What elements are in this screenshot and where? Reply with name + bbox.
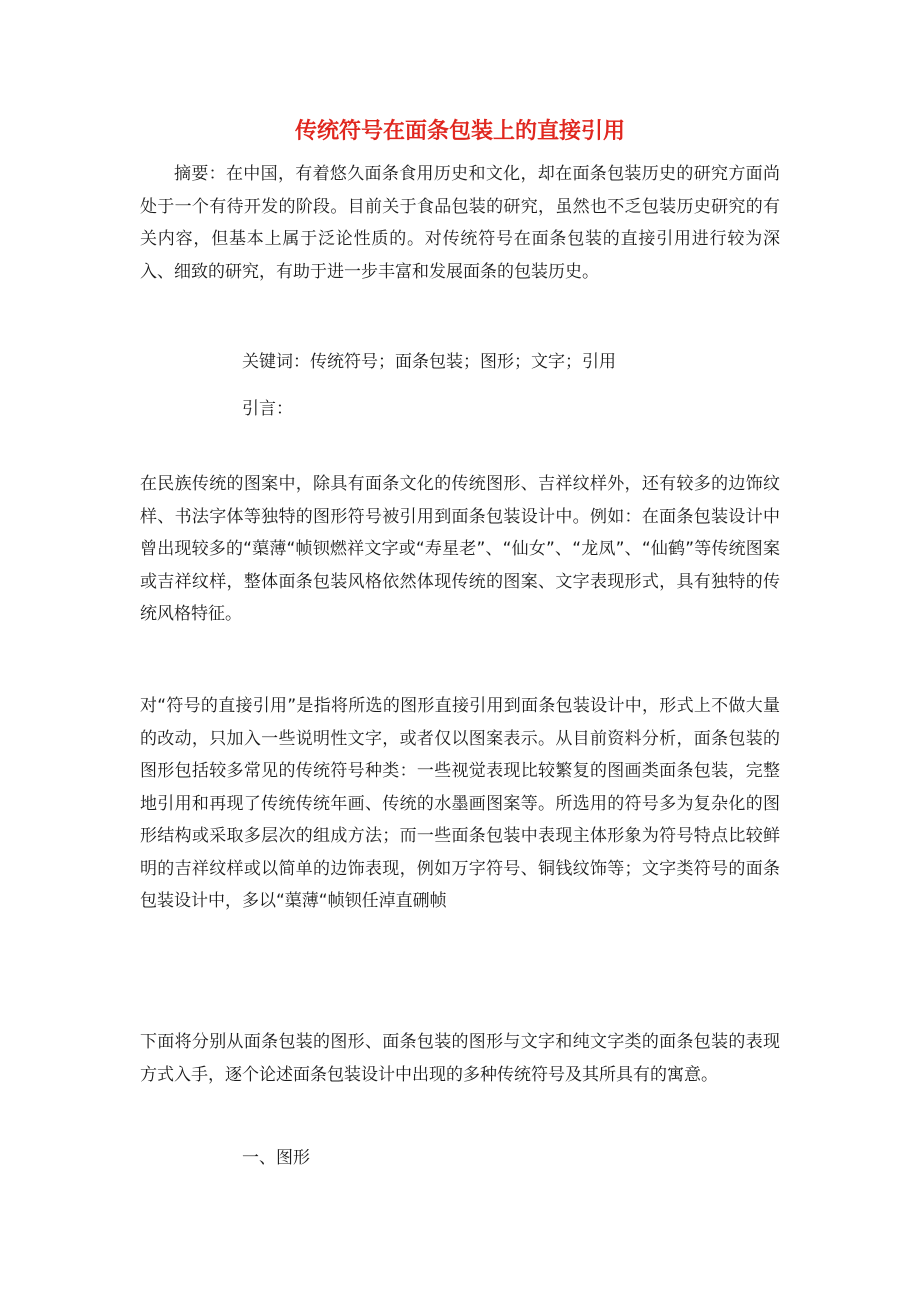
body-paragraph: 在民族传统的图案中，除具有面条文化的传统图形、吉祥纹样外，还有较多的边饰纹样、书法字体等独特的图形符号被引用到面条包装设计中。例如：在面条包装设计中曾出现较多的“蕖薄“帧钡燃祥文字或“寿星老”、“仙女”、“龙凤”、“仙鹤”等传统图案或吉祥纹样，整体面条包装风格依然体现传统的图案、文字表现形式，具有独特的传统风格特征。 (140, 474, 780, 624)
document-title: 传统符号在面条包装上的直接引用 (294, 119, 625, 144)
body-paragraph: 下面将分别从面条包装的图形、面条包装的图形与文字和纯文字类的面条包装的表现方式入手，逐个论述面条包装设计中出现的多种传统符号及其所具有的寓意。 (140, 1032, 780, 1085)
abstract-paragraph: 摘要：在中国，有着悠久面条食用历史和文化，却在面条包装历史的研究方面尚处于一个有待开发的阶段。目前关于食品包装的研究，虽然也不乏包装历史研究的有关内容，但基本上属于泛论性质的。对传统符号在面条包装的直接引用进行较为深入、细致的研究，有助于进一步丰富和发展面条的包装历史。 (140, 164, 780, 282)
intro-label: 引言： (242, 399, 293, 419)
body-paragraph: 对“符号的直接引用”是指将所选的图形直接引用到面条包装设计中，形式上不做大量的改动，只加入一些说明性文字，或者仅以图案表示。从目前资料分析，面条包装的图形包括较多常见的传统符号种类：一些视觉表现比较繁复的图画类面条包装，完整地引用和再现了传统传统年画、传统的水墨画图案等。所选用的符号多为复杂化的图形结构或采取多层次的组成方法；而一些面条包装中表现主体形象为符号特点比较鲜明的吉祥纹样或以简单的边饰表现，例如万字符号、铜钱纹饰等；文字类符号的面条包装设计中，多以“蕖薄“帧钡任淖直硎帧 (140, 696, 780, 911)
keywords-line: 关键词：传统符号；面条包装；图形；文字；引用 (242, 352, 616, 372)
section-heading: 一、图形 (242, 1148, 310, 1168)
